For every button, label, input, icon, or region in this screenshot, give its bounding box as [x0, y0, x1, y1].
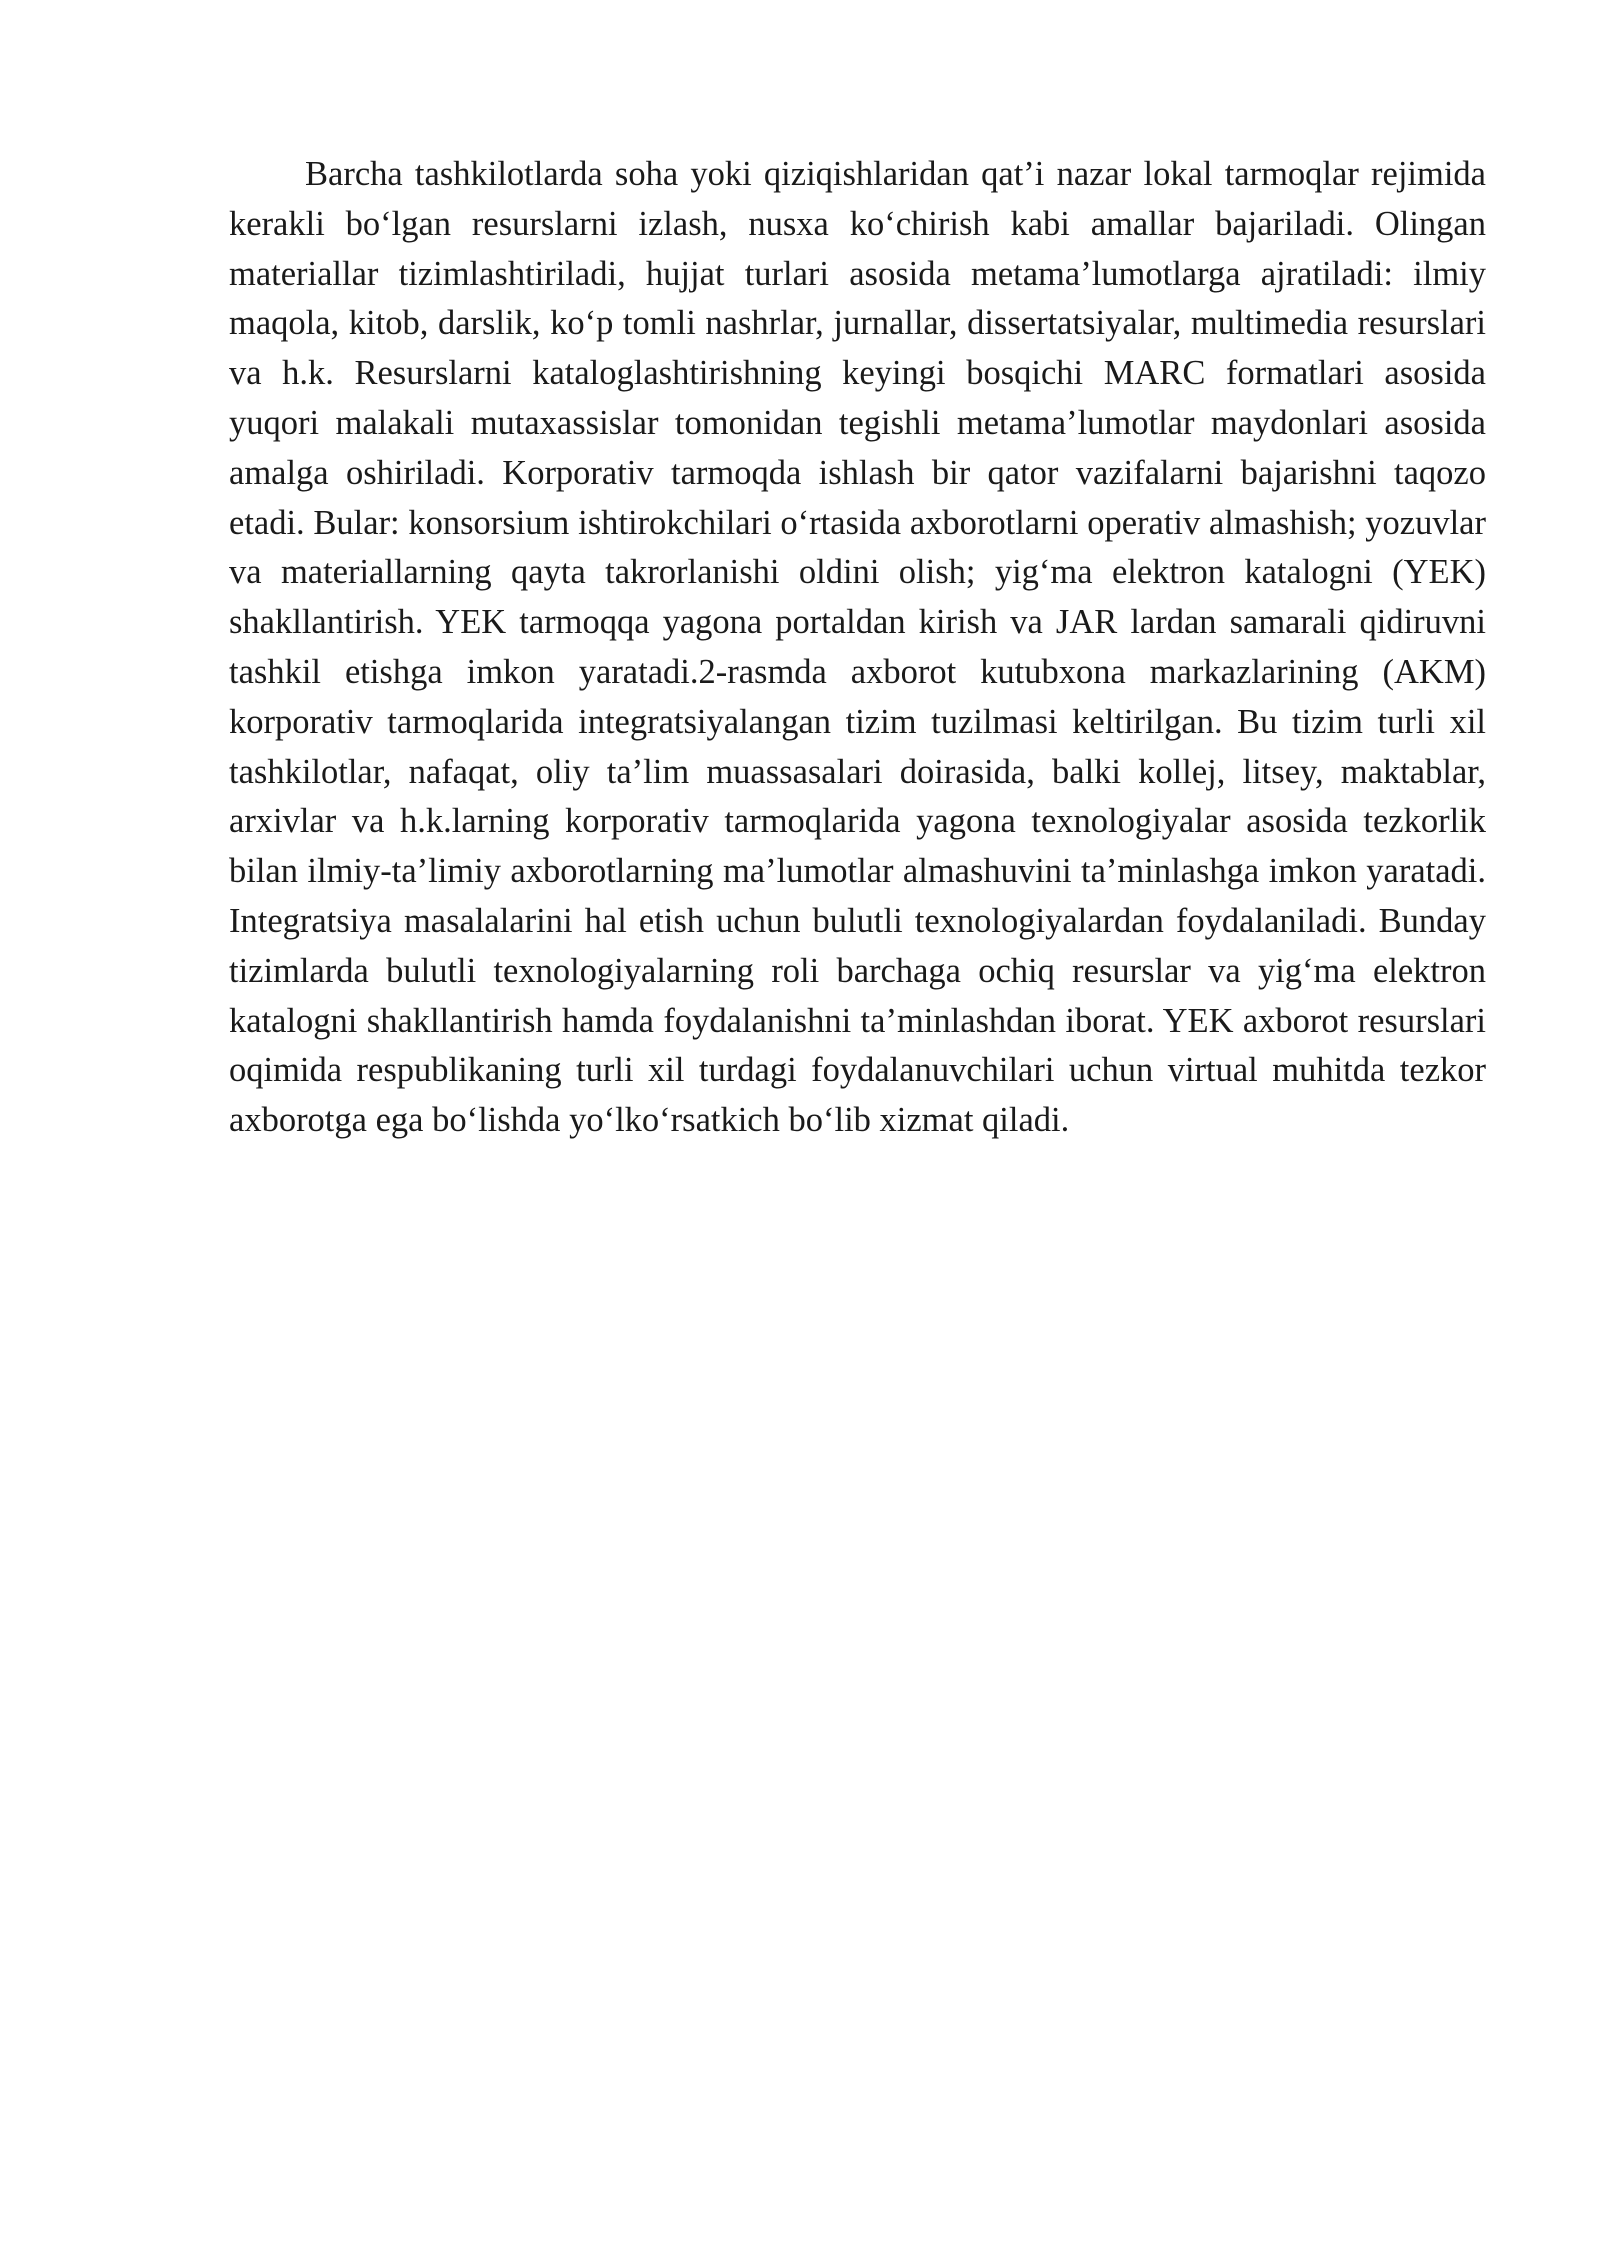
- body-text: [229, 150, 1486, 1146]
- paragraph: Barcha tashkilotlarda soha yoki qiziqishlaridan qat’i nazar lokal tarmoqlar rejimida kerakli bo‘lgan resurslarni izlash, nusxa ko‘chirish kabi amallar bajariladi. Olingan materiallar tizimlashtiriladi, hujjat turlari asosida metama’lumotlarga ajratiladi: ilmiy maqola, kitob, darslik, ko‘p tomli nashrlar, jurnallar, dissertatsiyalar, multimedia resurslari va h.k. Resurslarni kataloglashtirishning keyingi bosqichi MARC formatlari asosida yuqori malakali mutaxassislar tomonidan tegishli metama’lumotlar maydonlari asosida amalga oshiriladi. Korporativ tarmoqda ishlash bir qator vazifalarni bajarishni taqozo etadi. Bular: konsorsium ishtirokchilari o‘rtasida axborotlarni operativ almashish; yozuvlar va materiallarning qayta takrorlanishi oldini olish; yig‘ma elektron katalogni (YEK) shakllantirish. YEK tarmoqqa yagona portaldan kirish va JAR lardan samarali qidiruvni tashkil etishga imkon yaratadi.2-rasmda axborot kutubxona markazlarining (AKM) korporativ tarmoqlarida integratsiyalangan tizim tuzilmasi keltirilgan. Bu tizim turli xil tashkilotlar, nafaqat, oliy ta’lim muassasalari doirasida, balki kollej, litsey, maktablar, arxivlar va h.k.larning korporativ tarmoqlarida yagona texnologiyalar asosida tezkorlik bilan ilmiy-ta’limiy axborotlarning ma’lumotlar almashuvini ta’minlashga imkon yaratadi. Integratsiya masalalarini hal etish uchun bulutli texnologiyalardan foydalaniladi. Bunday tizimlarda bulutli texnologiyalarning roli barchaga ochiq resurslar va yig‘ma elektron katalogni shakllantirish hamda foydalanishni ta’minlashdan iborat. YEK axborot resurslari oqimida respublikaning turli xil turdagi foydalanuvchilari uchun virtual muhitda tezkor axborotga ega bo‘lishda yo‘lko‘rsatkich bo‘lib xizmat qiladi.: [229, 155, 1486, 1140]
